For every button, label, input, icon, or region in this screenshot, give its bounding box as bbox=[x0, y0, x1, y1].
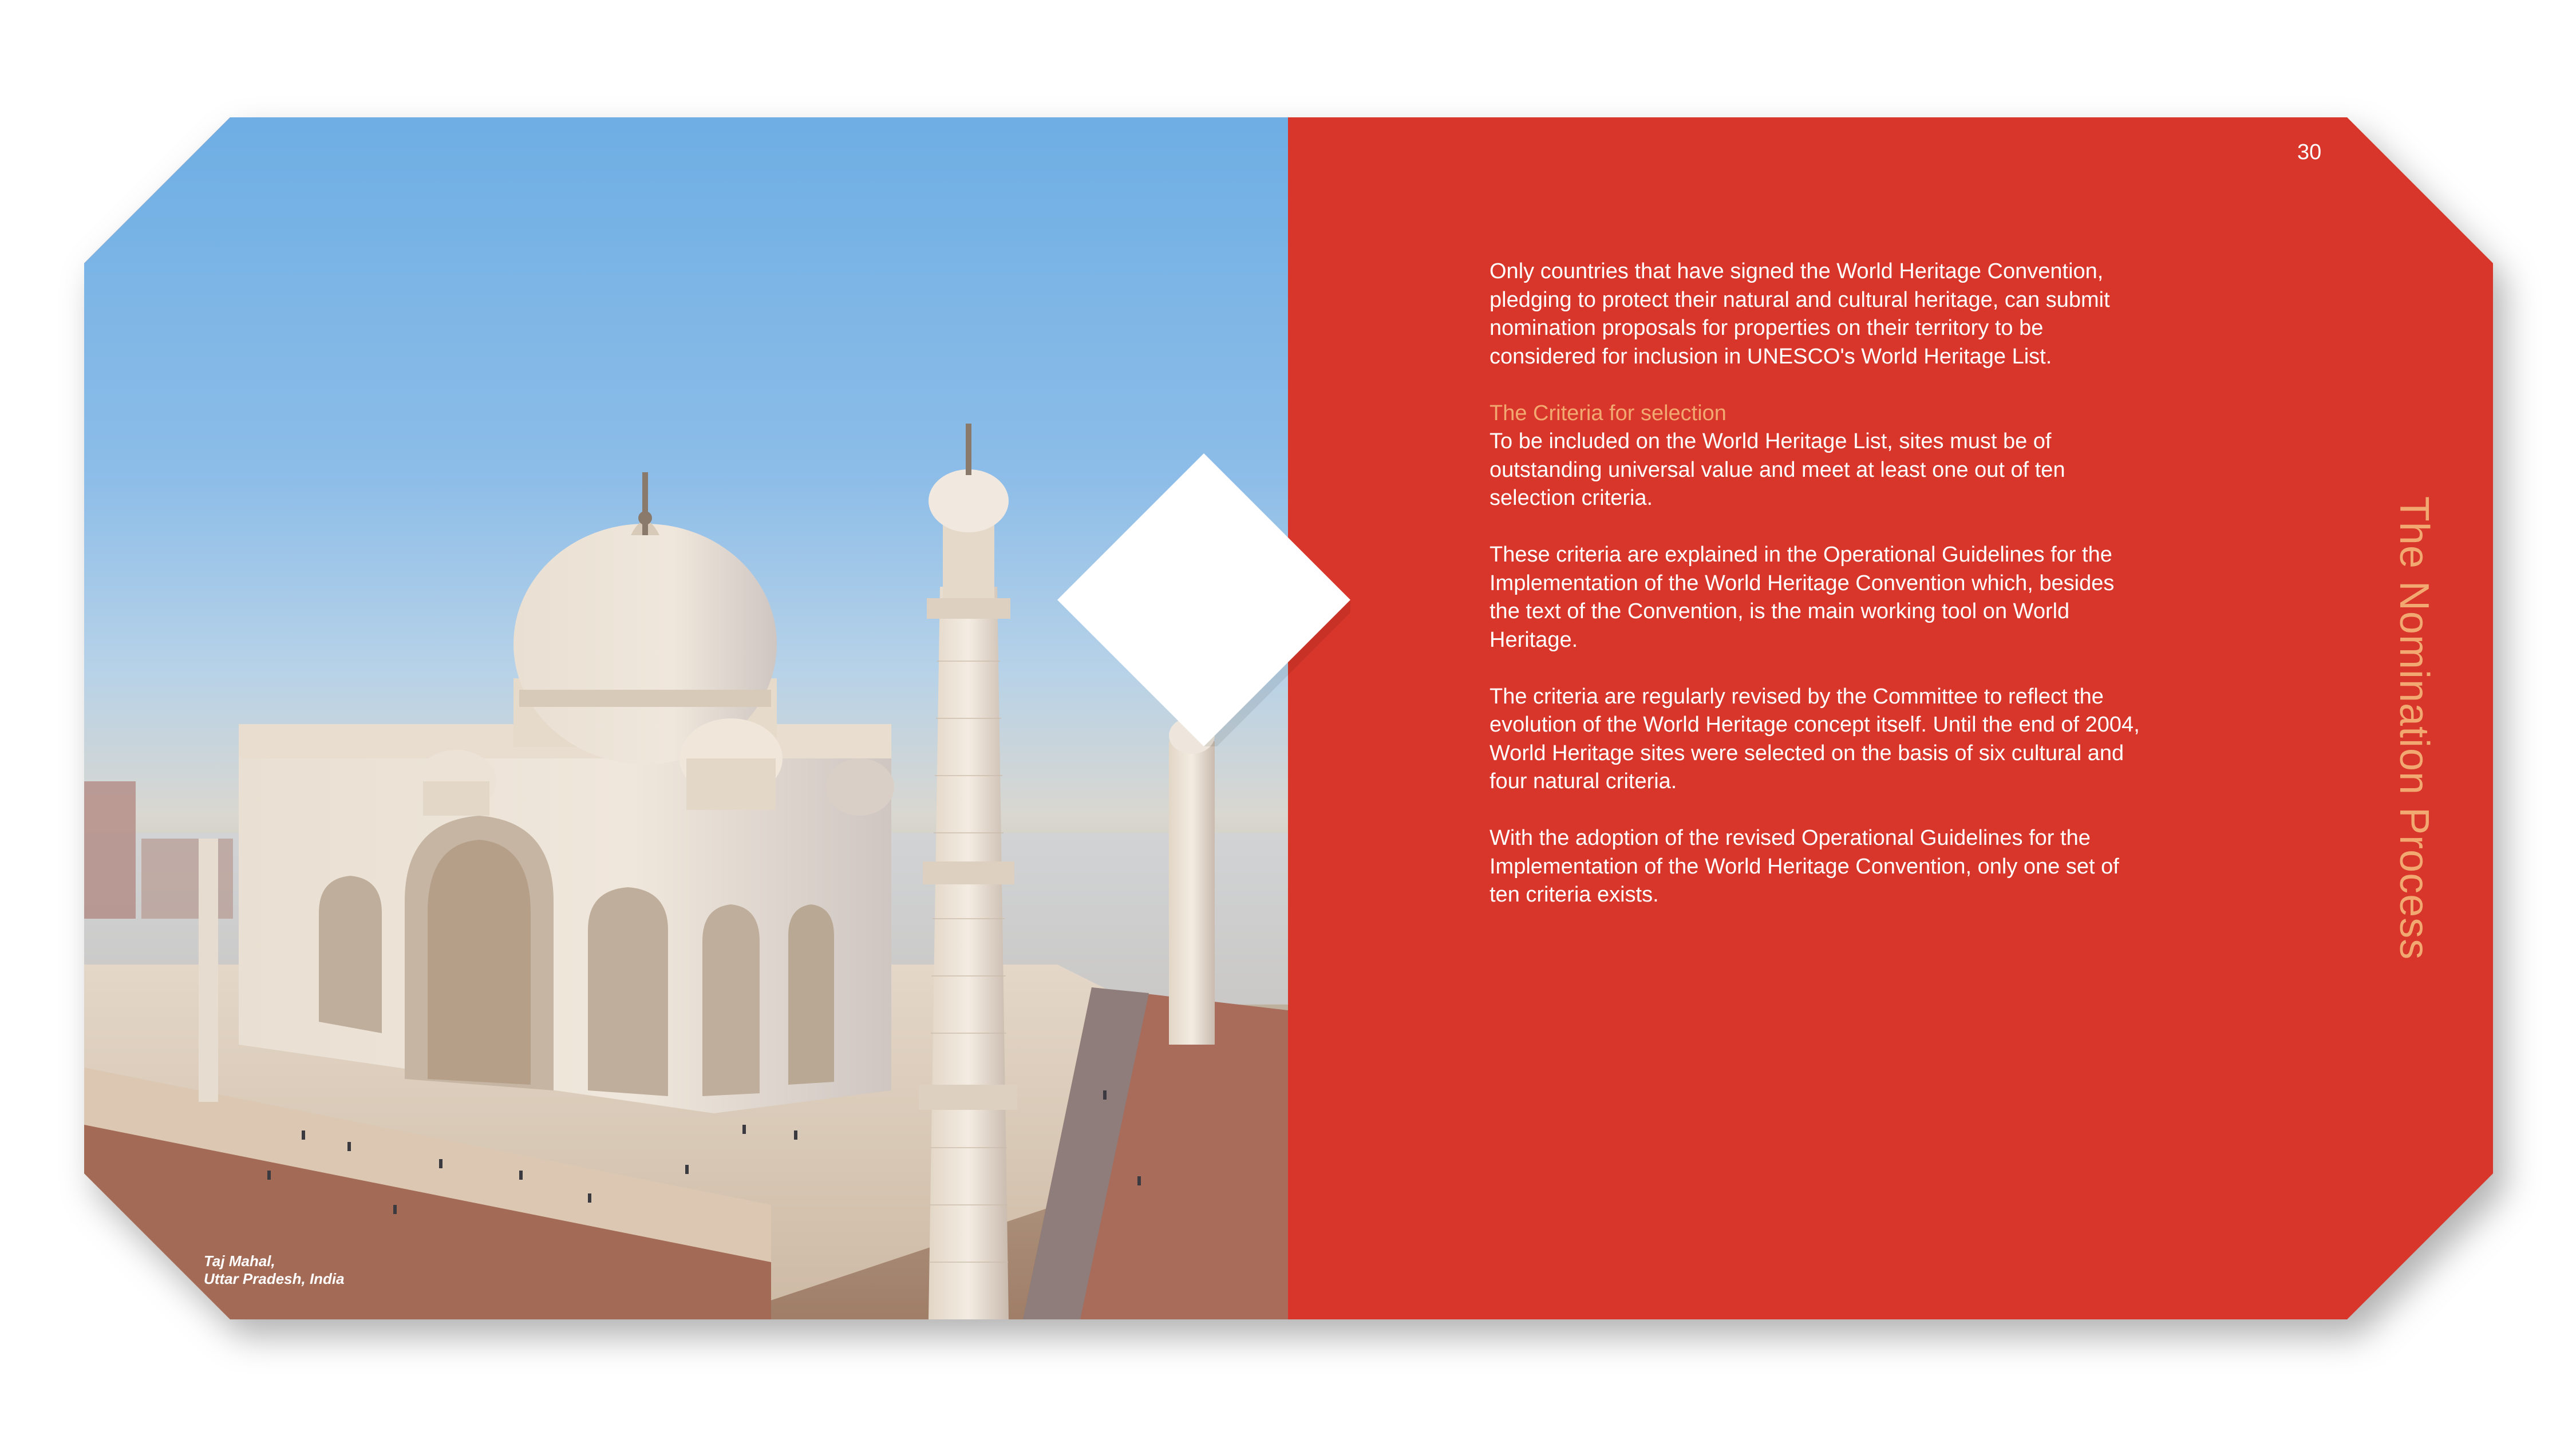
revision-paragraph: The criteria are regularly revised by the Committee to reflect the evolution of the World Heritage concept itself. Until the end of 2004, World Heritage sites were selected on the basis of six cultural and four natural criteria. bbox=[1490, 684, 2140, 793]
guidelines-paragraph: These criteria are explained in the Operational Guidelines for the Implementation of the World Heritage Convention which, besides the text of the Convention, is the main working tool on World Heritage. bbox=[1490, 543, 2115, 652]
criteria-section bbox=[1490, 400, 2148, 513]
diamond-shape-icon bbox=[1057, 453, 1350, 746]
caption-line-1: Taj Mahal, bbox=[204, 1252, 275, 1270]
adoption-paragraph: With the adoption of the revised Operational Guidelines for the Implementation of the World Heritage Convention, only one set of ten criteria exists. bbox=[1490, 826, 2119, 907]
page-title: The Nomination Process bbox=[2391, 496, 2437, 960]
body-text bbox=[1490, 258, 2148, 938]
photo-caption bbox=[204, 1252, 345, 1288]
caption-line-2: Uttar Pradesh, India bbox=[204, 1270, 345, 1287]
page-number-right: 30 bbox=[2297, 140, 2322, 164]
page-number-left: 29 bbox=[69, 140, 94, 164]
intro-paragraph: Only countries that have signed the World Heritage Convention, pledging to protect their natural and cultural heritage, can submit nomination proposals for properties on their territory to be considered for inclusion in UNESCO's World Heritage List. bbox=[1490, 259, 2110, 369]
criteria-heading: The Criteria for selection bbox=[1490, 401, 1726, 425]
criteria-paragraph: To be included on the World Heritage List, sites must be of outstanding universal value and meet at least one out of ten selection criteria. bbox=[1490, 429, 2065, 510]
